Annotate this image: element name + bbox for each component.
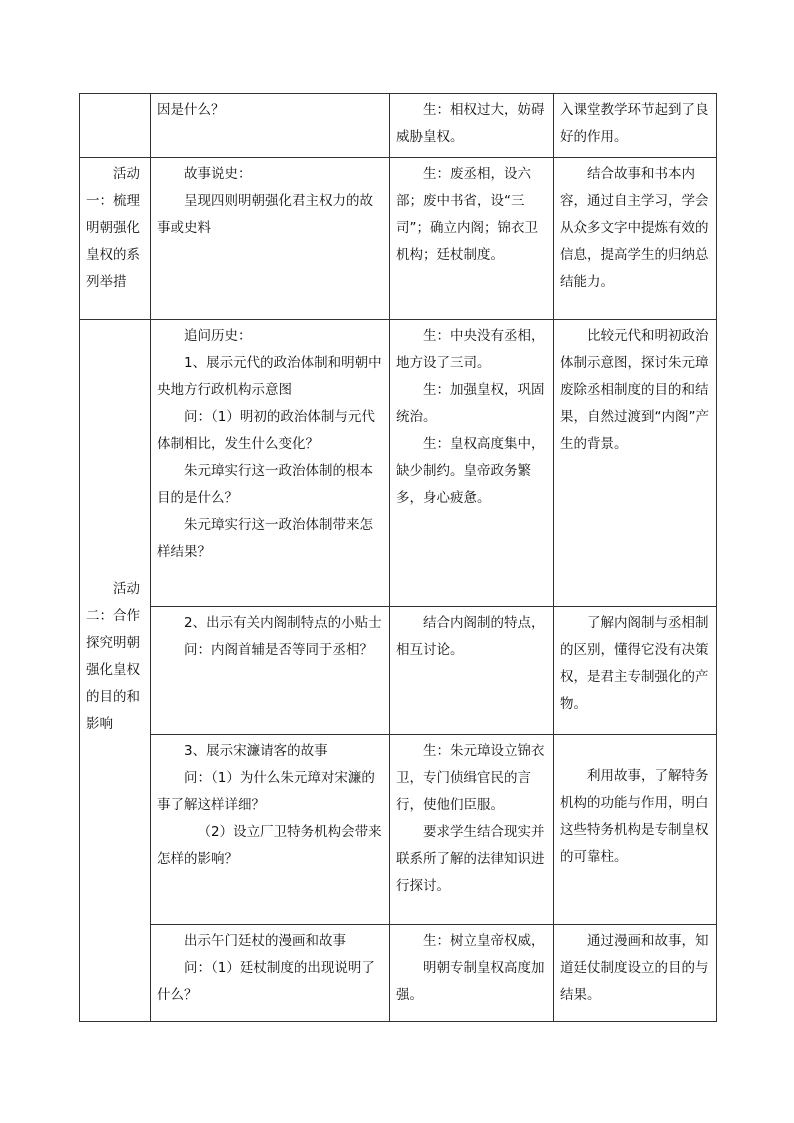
lesson-plan-table xyxy=(79,93,717,1022)
intent-cell: 了解内阁制与丞相制的区别，懂得它没有决策权，是君主专制强化的产物。 xyxy=(554,607,717,735)
content-cell: 故事说史： 呈现四则明朝强化君主权力的故事或史料 xyxy=(151,158,390,320)
intent-cell: 比较元代和明初政治体制示意图，探讨朱元璋废除丞相制度的目的和结果，自然过渡到“内阁”产生的背景。 xyxy=(554,320,717,607)
content-cell: 追问历史： 1、展示元代的政治体制和明朝中央地方行政机构示意图 问：（1）明初的政治体制与元代体制相比，发生什么变化？ 朱元璋实行这一政治体制的根本目的是什么？ 朱元璋实行这一政治体制带来怎样结果？ xyxy=(151,320,390,607)
activity-cell: 活动一：梳理明朝强化皇权的系列举措 xyxy=(80,158,151,320)
activity-cell xyxy=(80,94,151,158)
table-row xyxy=(80,925,717,1022)
table-row xyxy=(80,94,717,158)
student-cell: 生：朱元璋设立锦衣卫，专门侦缉官民的言行，使他们臣服。 要求学生结合现实并联系所了解的法律知识进行探讨。 xyxy=(390,735,554,925)
table-row xyxy=(80,607,717,735)
table-row xyxy=(80,320,717,607)
student-cell: 生：相权过大，妨碍威胁皇权。 xyxy=(390,94,554,158)
student-cell: 生：废丞相，设六部；废中书省，设“三司”；确立内阁；锦衣卫机构；廷杖制度。 xyxy=(390,158,554,320)
content-cell: 3、展示宋濂请客的故事 问：（1）为什么朱元璋对宋濂的事了解这样详细？ （2）设立厂卫特务机构会带来怎样的影响？ xyxy=(151,735,390,925)
content-cell: 因是什么？ xyxy=(151,94,390,158)
content-cell: 2、出示有关内阁制特点的小贴士 问：内阁首辅是否等同于丞相？ xyxy=(151,607,390,735)
activity-cell: 活动二：合作探究明朝强化皇权的目的和影响 xyxy=(80,320,151,1022)
intent-cell: 通过漫画和故事，知道廷仗制度设立的目的与结果。 xyxy=(554,925,717,1022)
student-cell: 结合内阁制的特点，相互讨论。 xyxy=(390,607,554,735)
student-cell: 生：树立皇帝权威， 明朝专制皇权高度加强。 xyxy=(390,925,554,1022)
intent-cell: 入课堂教学环节起到了良好的作用。 xyxy=(554,94,717,158)
student-cell: 生：中央没有丞相，地方设了三司。 生：加强皇权，巩固统治。 生：皇权高度集中，缺少制约。皇帝政务繁多，身心疲惫。 xyxy=(390,320,554,607)
table-row xyxy=(80,158,717,320)
intent-cell: 利用故事，了解特务机构的功能与作用，明白这些特务机构是专制皇权的可靠柱。 xyxy=(554,735,717,925)
table-row xyxy=(80,735,717,925)
content-cell: 出示午门廷杖的漫画和故事 问：（1）廷杖制度的出现说明了什么？ xyxy=(151,925,390,1022)
intent-cell: 结合故事和书本内容，通过自主学习，学会从众多文字中提炼有效的信息，提高学生的归纳总结能力。 xyxy=(554,158,717,320)
